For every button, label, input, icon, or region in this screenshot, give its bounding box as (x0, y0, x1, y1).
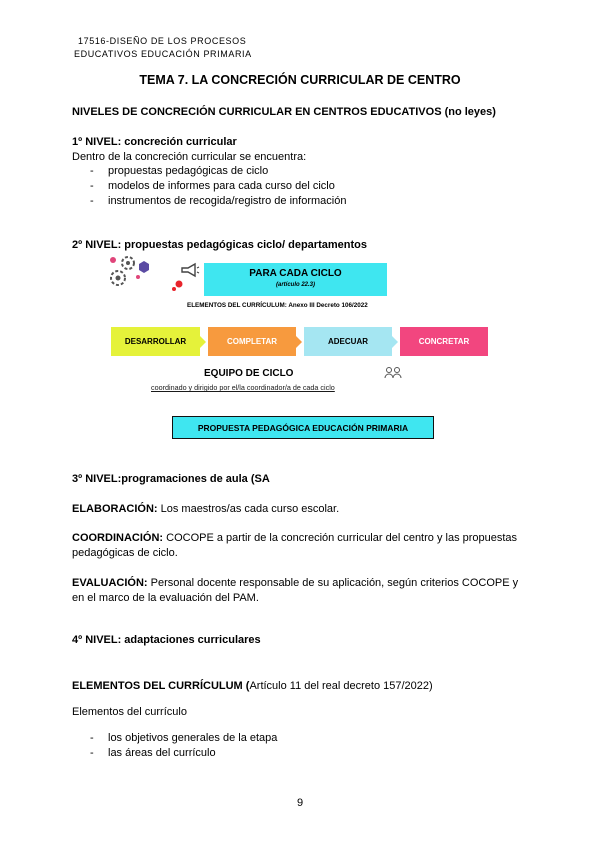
evaluacion-text: Personal docente responsable de su aplicación, según criterios COCOPE y (147, 577, 519, 589)
nivel1-heading: 1º NIVEL: concreción curricular (72, 136, 237, 148)
accent-icon (170, 279, 184, 293)
elaboracion-text: Los maestros/as cada curso escolar. (157, 503, 340, 515)
elementos-intro: Elementos del currículo (72, 706, 187, 718)
evaluacion-para (72, 576, 518, 591)
header-line-2: EDUCATIVOS EDUCACIÓN PRIMARIA (74, 49, 252, 59)
ciclo-banner (204, 263, 387, 296)
elaboracion-para (72, 502, 339, 517)
coordinacion-text: COCOPE a partir de la concreción curricular del centro y las propuestas (163, 532, 518, 544)
nivel1-intro: Dentro de la concreción curricular se encuentra: (72, 151, 307, 163)
step-completar: COMPLETAR (208, 327, 296, 356)
header-line-1: 17516-DISEÑO DE LOS PROCESOS (78, 36, 247, 46)
elements-line: ELEMENTOS DEL CURRÍCULUM: Anexo III Decreto 106/2022 (187, 302, 368, 309)
nivel3-heading: 3º NIVEL:programaciones de aula (SA (72, 473, 270, 485)
step-arrow (392, 336, 398, 348)
elementos-heading-line (72, 679, 433, 694)
step-desarrollar: DESARROLLAR (111, 327, 200, 356)
evaluacion-text-2: en el marco de la evaluación del PAM. (72, 592, 259, 604)
elementos-heading: ELEMENTOS DEL CURRÍCULUM ( (72, 680, 250, 692)
evaluacion-label: EVALUACIÓN: (72, 577, 148, 589)
elaboracion-label: ELABORACIÓN: (72, 503, 158, 515)
nivel2-heading: 2º NIVEL: propuestas pedagógicas ciclo/ departamentos (72, 239, 367, 251)
nivel4-heading: 4º NIVEL: adaptaciones curriculares (72, 634, 261, 646)
elementos-ref: Artículo 11 del real decreto 157/2022) (249, 680, 433, 692)
coordinacion-text-2: pedagógicas de ciclo. (72, 547, 178, 559)
team-subtitle: coordinado y dirigido por el/la coordinador/a de cada ciclo (151, 383, 335, 392)
coordinacion-para (72, 531, 517, 546)
team-icon (384, 366, 402, 382)
step-concretar: CONCRETAR (400, 327, 488, 356)
coordinacion-label: COORDINACIÓN: (72, 532, 164, 544)
megaphone-icon (180, 262, 200, 278)
gears-icon (104, 253, 156, 291)
banner-title: PARA CADA CICLO (249, 268, 342, 279)
page-title: TEMA 7. LA CONCRECIÓN CURRICULAR DE CENTRO (139, 73, 461, 87)
banner-subtitle: (artículo 22.3) (275, 282, 315, 288)
section-heading: NIVELES DE CONCRECIÓN CURRICULAR EN CENTROS EDUCATIVOS (no leyes) (72, 106, 496, 118)
step-arrow (296, 336, 302, 348)
team-title: EQUIPO DE CICLO (204, 368, 294, 379)
proposal-box: PROPUESTA PEDAGÓGICA EDUCACIÓN PRIMARIA (172, 416, 434, 439)
page-number: 9 (296, 797, 304, 809)
step-adecuar: ADECUAR (304, 327, 392, 356)
step-arrow (200, 336, 206, 348)
